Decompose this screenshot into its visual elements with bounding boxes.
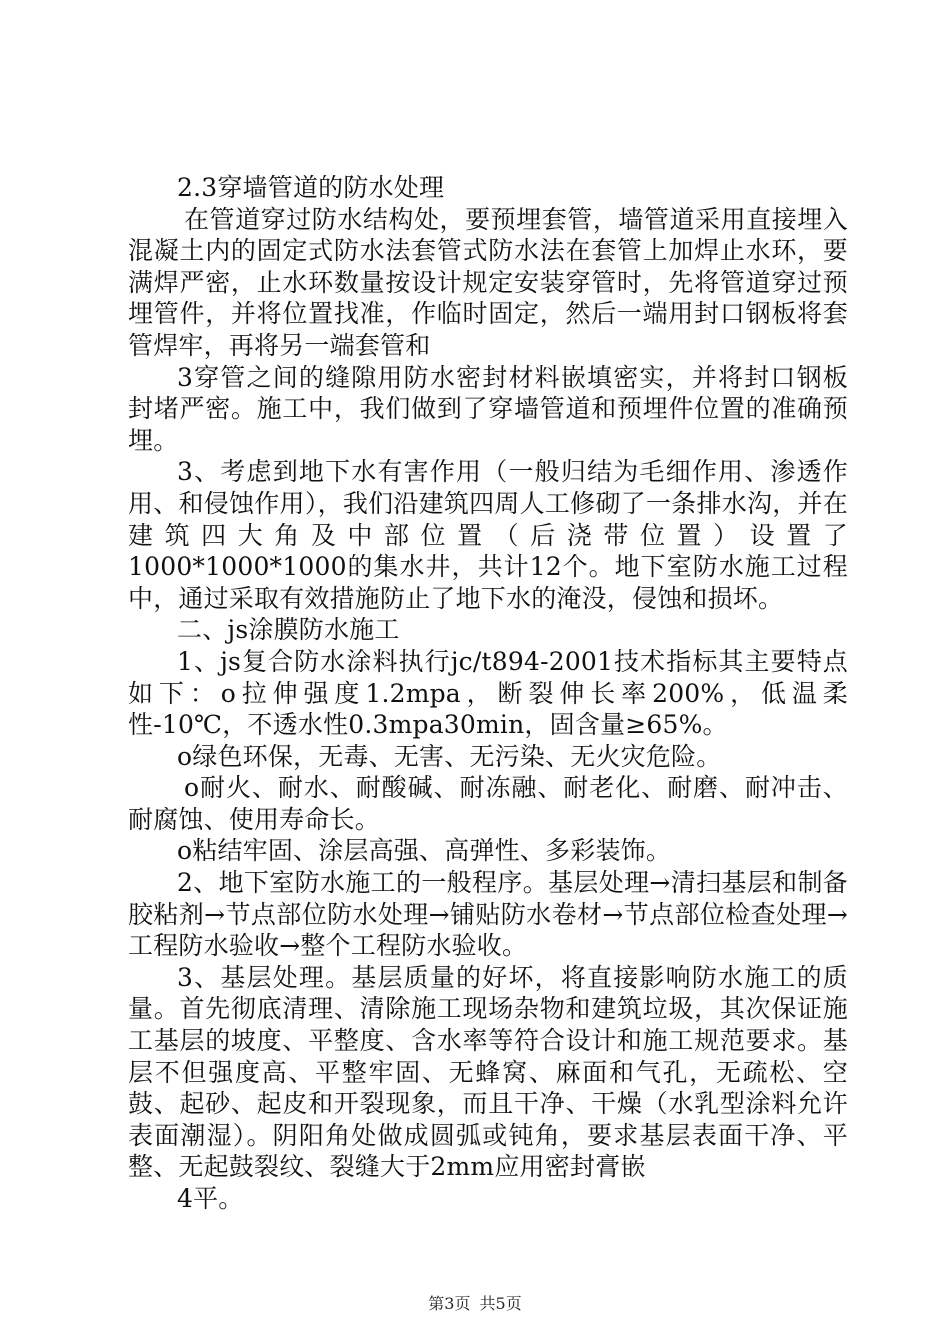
- paragraph: 在管道穿过防水结构处，要预埋套管，墙管道采用直接埋入混凝土内的固定式防水法套管式防水法在套管上加焊止水环，要满焊严密，止水环数量按设计规定安装穿管时，先将管道穿过预埋管件，并将位置找准，作临时固定，然后一端用封口钢板将套管焊牢，再将另一端套管和: [128, 204, 848, 360]
- page-footer: [0, 1291, 950, 1314]
- paragraph: 4平。: [177, 1184, 244, 1213]
- page-total: 共5页: [479, 1294, 522, 1313]
- paragraph: 3、考虑到地下水有害作用（一般归结为毛细作用、渗透作用、和侵蚀作用），我们沿建筑四周人工修砌了一条排水沟，并在建筑四大角及中部位置（后浇带位置）设置了1000*1000*1000的集水井，共计12个。地下室防水施工过程中，通过采取有效措施防止了地下水的淹没，侵蚀和损坏。: [128, 457, 848, 613]
- paragraph: 1、js复合防水涂料执行jc/t894-2001技术指标其主要特点如下：o拉伸强度1.2mpa，断裂伸长率200%，低温柔性-10℃，不透水性0.3mpa30min，固含量≥65%。: [128, 646, 848, 740]
- paragraph: 3穿管之间的缝隙用防水密封材料嵌填密实，并将封口钢板封堵严密。施工中，我们做到了穿墙管道和预埋件位置的准确预埋。: [128, 362, 848, 455]
- paragraph: 2、地下室防水施工的一般程序。基层处理→清扫基层和制备胶粘剂→节点部位防水处理→铺贴防水卷材→节点部位检查处理→工程防水验收→整个工程防水验收。: [128, 868, 848, 961]
- section-heading: 2.3穿墙管道的防水处理: [177, 173, 445, 202]
- paragraph: 3、基层处理。基层质量的好坏，将直接影响防水施工的质量。首先彻底清理、清除施工现场杂物和建筑垃圾，其次保证施工基层的坡度、平整度、含水率等符合设计和施工规范要求。基层不但强度高、平整牢固、无蜂窝、麻面和气孔，无疏松、空鼓、起砂、起皮和开裂现象，而且干净、干燥（水乳型涂料允许表面潮湿）。阴阳角处做成圆弧或钝角，要求基层表面干净、平整、无起鼓裂纹、裂缝大于2mm应用密封膏嵌: [128, 962, 848, 1182]
- document-body: [128, 172, 848, 1215]
- bullet-item: o绿色环保，无毒、无害、无污染、无火灾危险。: [177, 741, 722, 771]
- page-number: 第3页: [428, 1294, 471, 1313]
- bullet-item: o粘结牢固、涂层高强、高弹性、多彩装饰。: [177, 836, 672, 866]
- section-heading: 二、js涂膜防水施工: [177, 615, 400, 645]
- bullet-item: o耐火、耐水、耐酸碱、耐冻融、耐老化、耐磨、耐冲击、耐腐蚀、使用寿命长。: [128, 773, 848, 834]
